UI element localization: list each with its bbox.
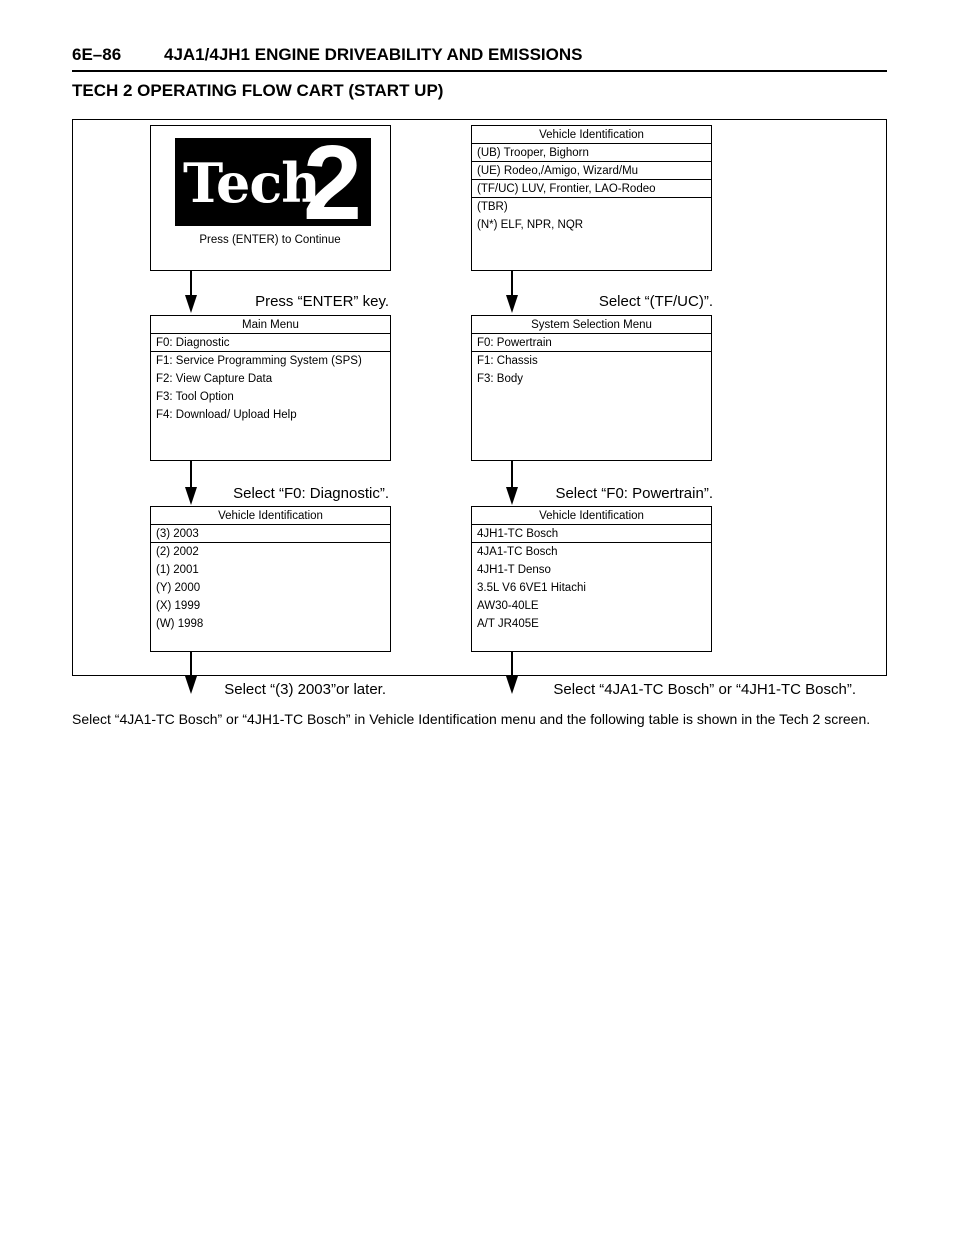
engine-selection-screen <box>471 506 712 652</box>
step-label: Select “(TF/UC)”. <box>598 293 713 310</box>
section-title: TECH 2 OPERATING FLOW CART (START UP) <box>72 81 444 100</box>
tech2-logo-number: 2 <box>303 124 362 242</box>
menu-row: 3.5L V6 6VE1 Hitachi <box>477 582 586 594</box>
step-label: Select “4JA1-TC Bosch” or “4JH1-TC Bosch”. <box>553 681 856 698</box>
main-menu-screen <box>150 315 391 461</box>
flow-chart-frame <box>72 119 887 698</box>
menu-row: (TBR) <box>477 201 508 213</box>
screen-title: Vehicle Identification <box>472 507 711 525</box>
menu-row: (X) 1999 <box>156 600 201 612</box>
menu-row: F2: View Capture Data <box>156 373 273 385</box>
flow-arrowhead <box>506 295 518 313</box>
flow-arrow <box>190 652 192 676</box>
system-selection-screen <box>471 315 712 461</box>
menu-row: (UB) Trooper, Bighorn <box>472 144 711 162</box>
menu-row: 4JA1-TC Bosch <box>477 546 558 558</box>
flow-arrowhead <box>185 676 197 694</box>
menu-row: F1: Chassis <box>477 355 538 367</box>
flow-arrow <box>190 271 192 297</box>
vehicle-id-screen <box>471 125 712 271</box>
flow-arrow <box>190 461 192 489</box>
menu-row: 4JH1-TC Bosch <box>472 525 711 543</box>
body-paragraph: Select “4JA1-TC Bosch” or “4JH1-TC Bosch” in Vehicle Identification menu and the following table is shown in the Tech 2 screen. <box>72 711 871 727</box>
step-label: Select “F0: Diagnostic”. <box>233 485 389 502</box>
step-label: Press “ENTER” key. <box>255 293 389 310</box>
model-year-screen <box>150 506 391 652</box>
menu-row: (1) 2001 <box>156 564 199 576</box>
menu-row: F4: Download/ Upload Help <box>156 409 297 421</box>
screen-title: Main Menu <box>151 316 390 334</box>
menu-row: AW30-40LE <box>477 600 539 612</box>
menu-row: (3) 2003 <box>151 525 390 543</box>
menu-row: (Y) 2000 <box>156 582 201 594</box>
menu-row: F3: Tool Option <box>156 391 234 403</box>
menu-row: (TF/UC) LUV, Frontier, LAO-Rodeo <box>472 180 711 198</box>
flow-arrow <box>511 652 513 676</box>
page-header <box>72 44 887 72</box>
flow-arrowhead <box>506 676 518 694</box>
chapter-title: 4JA1/4JH1 ENGINE DRIVEABILITY AND EMISSIONS <box>164 45 583 64</box>
screen-title: Vehicle Identification <box>151 507 390 525</box>
menu-row: (W) 1998 <box>156 618 204 630</box>
step-label: Select “(3) 2003”or later. <box>224 681 386 698</box>
flow-arrowhead <box>185 487 197 505</box>
step-label: Select “F0: Powertrain”. <box>555 485 713 502</box>
tech2-logo-text: Tech <box>183 151 320 215</box>
menu-row: (N*) ELF, NPR, NQR <box>477 219 584 231</box>
flow-arrowhead <box>185 295 197 313</box>
menu-row: F3: Body <box>477 373 524 385</box>
tech2-start-screen <box>150 125 391 271</box>
page-number: 6E–86 <box>72 45 122 64</box>
flow-arrowhead <box>506 487 518 505</box>
menu-row: F1: Service Programming System (SPS) <box>156 355 362 367</box>
flow-arrow <box>511 461 513 489</box>
screen-title: Vehicle Identification <box>472 126 711 144</box>
menu-row: F0: Diagnostic <box>151 334 390 352</box>
flow-arrow <box>511 271 513 297</box>
continue-prompt: Press (ENTER) to Continue <box>199 234 341 246</box>
menu-row: (2) 2002 <box>156 546 199 558</box>
menu-row: A/T JR405E <box>477 618 539 630</box>
menu-row: 4JH1-T Denso <box>477 564 551 576</box>
menu-row: F0: Powertrain <box>472 334 711 352</box>
menu-row: (UE) Rodeo,/Amigo, Wizard/Mu <box>472 162 711 180</box>
screen-title: System Selection Menu <box>472 316 711 334</box>
